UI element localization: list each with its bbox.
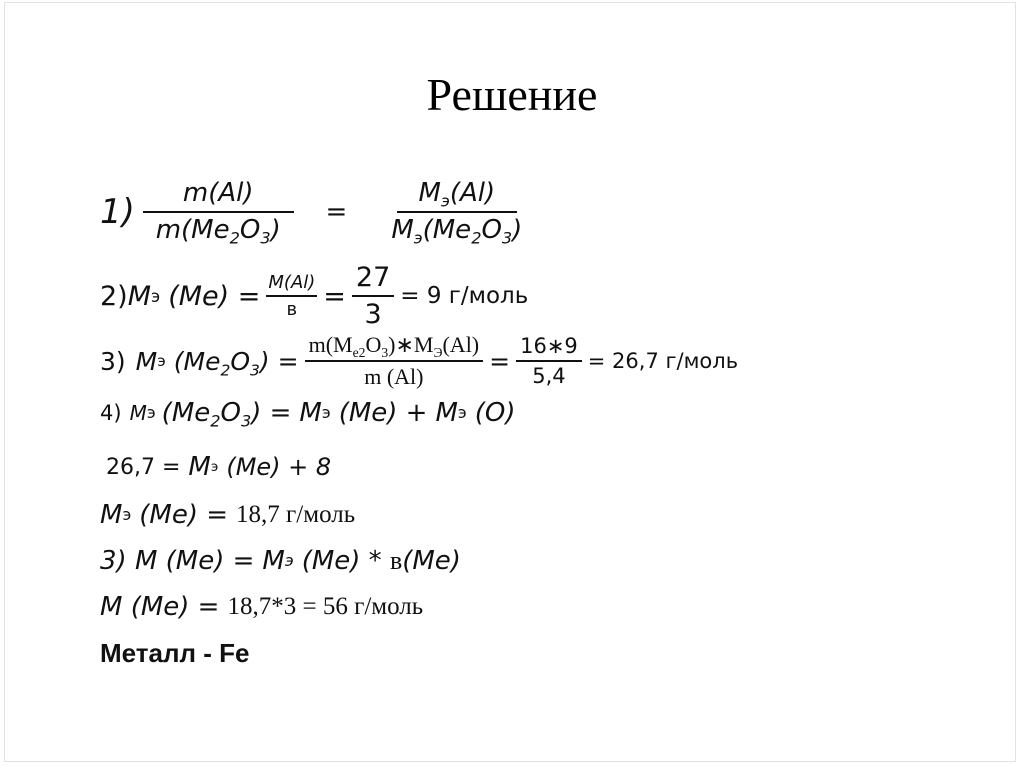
symbol-M: M (262, 546, 285, 576)
expression-part: (O) (474, 398, 516, 428)
formula-line-5: 26,7 = M э (Me) + 8 (106, 452, 332, 482)
expression-part: (Me) (402, 546, 461, 576)
result-value: 18,7*3 = 56 г/моль (227, 593, 424, 620)
expression-part: (Me) + 8 (226, 453, 332, 481)
result-value: 18,7 г/моль (236, 501, 356, 528)
symbol-v: в (389, 546, 403, 575)
symbol-M: M (188, 452, 211, 482)
fraction-denominator: 3 (364, 299, 382, 330)
expression-part: $(Me_2O_3)$ = (173, 346, 299, 379)
formula-line-3: 3) M э $(Me_2O_3)$ = $\frac{m(M_{e2}O_3)∗M_Э(Al)}{m (Al)}$ = $\frac{16∗9}{5,4}$ = 26,7 г/моль (100, 332, 739, 389)
fraction-equivalent-ratio (387, 178, 526, 248)
step-label-4: 4) (100, 401, 122, 425)
fraction-numerator: 16∗9 (516, 334, 582, 362)
step-label-3: 3) (100, 346, 126, 376)
symbol-M: M (129, 401, 147, 425)
expression-part: (Me) = (139, 500, 229, 530)
fraction-mass-times-equivalent (305, 332, 484, 390)
equals-sign: = (323, 280, 346, 312)
slide-title: Решение (426, 69, 598, 120)
fraction-27-over-3 (352, 262, 394, 330)
expression-part: 26,7 = (106, 454, 181, 480)
fraction-numerator: M(Al) (266, 272, 317, 297)
fraction-numerator: m(Al) (143, 178, 294, 213)
equals-sign: = (325, 196, 348, 227)
expression-part: (Me) = (168, 280, 261, 312)
conclusion-line (100, 638, 249, 669)
symbol-M: M (127, 280, 152, 312)
fraction-denominator: m (Al) (364, 364, 424, 389)
equals-sign: = (489, 346, 511, 376)
formula-line-1 (100, 178, 532, 248)
conclusion-text: Металл - Fe (100, 638, 250, 668)
result-value: = 9 г/моль (400, 283, 529, 309)
symbol-M: M (299, 398, 322, 428)
fraction-numerator: $M_э(Al)$ (397, 178, 518, 213)
symbol-M: M (435, 398, 458, 428)
expression-part: $(Me_2O_3)$ = (161, 398, 292, 431)
expression-part: M (Me) = (100, 592, 220, 622)
fraction-denominator: в (286, 299, 298, 320)
symbol-M: M (100, 500, 123, 530)
formula-line-4: 4) M э $(Me_2O_3)$ = M э (Me) + M э (O) (100, 398, 516, 431)
expression-part: 3) M (Me) = (100, 546, 255, 576)
fraction-denominator: $m(Me_2O_3)$ (155, 215, 281, 248)
expression-part: (Me) + (338, 398, 428, 428)
formula-line-8 (100, 592, 423, 622)
fraction-16x9-over-5-4 (516, 334, 582, 388)
expression-part: (Me) * (301, 546, 390, 576)
step-label-1: 1) (100, 191, 135, 232)
fraction-numerator: $m(M_{e2}O_3)∗M_Э(Al)$ (305, 332, 484, 362)
fraction-mass-ratio (143, 178, 294, 248)
step-label-2: 2) (100, 280, 128, 312)
fraction-m-over-v (266, 272, 317, 320)
fraction-numerator: 27 (352, 262, 394, 297)
formula-line-7: 3) M (Me) = M э (Me) * в (Me) (100, 546, 461, 576)
result-value: = 26,7 г/моль (587, 349, 739, 373)
fraction-denominator: $M_э(Me_2O_3)$ (391, 215, 523, 248)
formula-line-6: M э (Me) = 18,7 г/моль (100, 500, 356, 530)
symbol-M: M (135, 346, 158, 376)
formula-line-2: 2) M э (Me) = $\frac{M(Al)}{в}$ = $\frac{27}{3}$ = 9 г/моль (100, 262, 529, 330)
fraction-denominator: 5,4 (532, 364, 566, 388)
